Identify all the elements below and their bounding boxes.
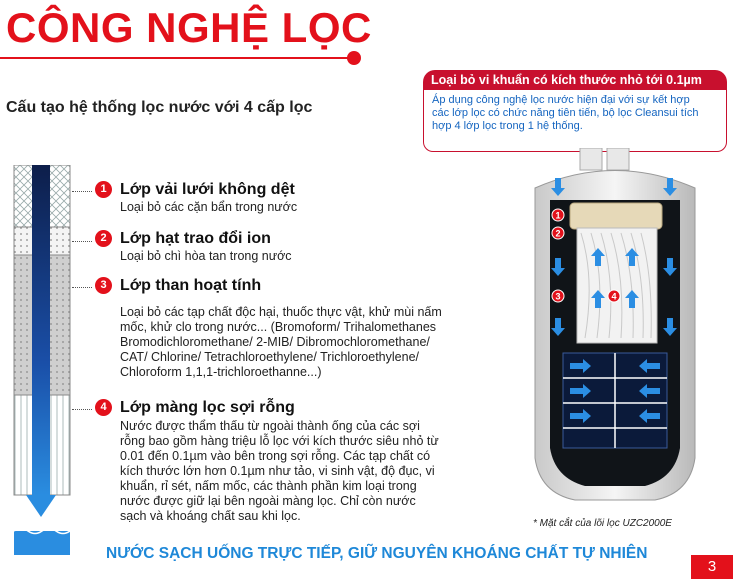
leader-line: [72, 287, 92, 288]
filter-layers-diagram: [12, 165, 74, 565]
footer-slogan: NƯỚC SẠCH UỐNG TRỰC TIẾP, GIỮ NGUYÊN KHOÁNG CHẤT TỰ NHIÊN: [106, 545, 648, 562]
layer-number-badge: 1: [95, 181, 112, 198]
diagram-caption: * Mặt cắt của lõi lọc UZC2000E: [533, 518, 672, 529]
layer-desc: Bromodichloromethane/ 2-MIB/ Dibromochloromethane/: [120, 335, 430, 349]
layer-title: Lớp than hoạt tính: [120, 277, 262, 294]
layer-number-badge: 4: [95, 399, 112, 416]
layer-title: Lớp vải lưới không dệt: [120, 181, 295, 198]
layer-desc: khuẩn, rỉ sét, nấm mốc, các thành phần kim loại trong: [120, 479, 417, 493]
page-title: CÔNG NGHỆ LỌC: [6, 4, 372, 51]
layer-desc: mốc, khử clo trong nước... (Bromoform/ Trihalomethanes: [120, 320, 437, 334]
marker-1: 1: [555, 210, 561, 221]
layer-desc: sạch và khoáng chất sau khi lọc.: [120, 509, 301, 523]
marker-2: 2: [555, 228, 561, 239]
layer-desc: rỗng bao gồm hàng triệu lỗ lọc với kích thước siêu nhỏ từ: [120, 434, 439, 448]
water-icon: [14, 531, 70, 555]
layer-4: [95, 399, 439, 524]
layer-1: [95, 181, 297, 215]
layer-number-badge: 2: [95, 230, 112, 247]
page-subtitle: Cấu tạo hệ thống lọc nước với 4 cấp lọc: [6, 99, 313, 116]
layer-2: [95, 230, 292, 264]
callout-line: hợp 4 lớp lọc trong 1 hệ thống.: [432, 120, 583, 132]
callout-title: Loại bỏ vi khuẩn có kích thước nhỏ tới 0.1µm: [423, 70, 727, 90]
layer-title: Lớp màng lọc sợi rỗng: [120, 399, 295, 416]
layer-desc: Nước được thẩm thấu từ ngoài thành ống của các sợi: [120, 419, 420, 433]
layer-number-badge: 3: [95, 277, 112, 294]
leader-line: [72, 409, 92, 410]
callout-line: các lớp lọc có chức năng tiên tiến, bộ lọc Cleansui tích: [432, 107, 699, 119]
marker-4: 4: [611, 291, 617, 302]
layer-desc: Loại bỏ chì hòa tan trong nước: [120, 249, 292, 263]
marker-3: 3: [555, 291, 561, 302]
layer-3: [95, 277, 442, 380]
page-number: 3: [691, 555, 733, 579]
leader-line: [72, 241, 92, 242]
layer-desc: CAT/ Chlorine/ Tetrachloroethylene/ Trichloroethylene/: [120, 350, 419, 364]
water-flow-tube: [32, 165, 50, 495]
cartridge-cross-section: [525, 148, 705, 516]
layer-desc: kích thước lớn hơn 0.1µm như tảo, vi sinh vật, độ đục, vi: [120, 464, 435, 478]
title-dot: [347, 51, 361, 65]
callout-box: [423, 90, 727, 152]
title-underline: [0, 57, 352, 59]
layer-desc: Loại bỏ các tạp chất độc hại, thuốc thực vật, khử mùi nấm: [120, 305, 442, 319]
layer-desc: nước được giữ lại bên ngoài màng lọc. Chỉ còn nước: [120, 494, 416, 508]
down-arrow-icon: [26, 495, 56, 517]
leader-line: [72, 191, 92, 192]
layer-title: Lớp hạt trao đổi ion: [120, 230, 271, 247]
layer-desc: Chloroform 1,1,1-trichloroethanne...): [120, 365, 322, 379]
layer-desc: Loại bỏ các cặn bẩn trong nước: [120, 200, 298, 214]
layer-desc: 0.01 đến 0.1µm vào bên trong sợi rỗng. Các tạp chất có: [120, 449, 431, 463]
callout-line: Áp dụng công nghệ lọc nước hiện đại với sự kết hợp: [432, 94, 690, 106]
